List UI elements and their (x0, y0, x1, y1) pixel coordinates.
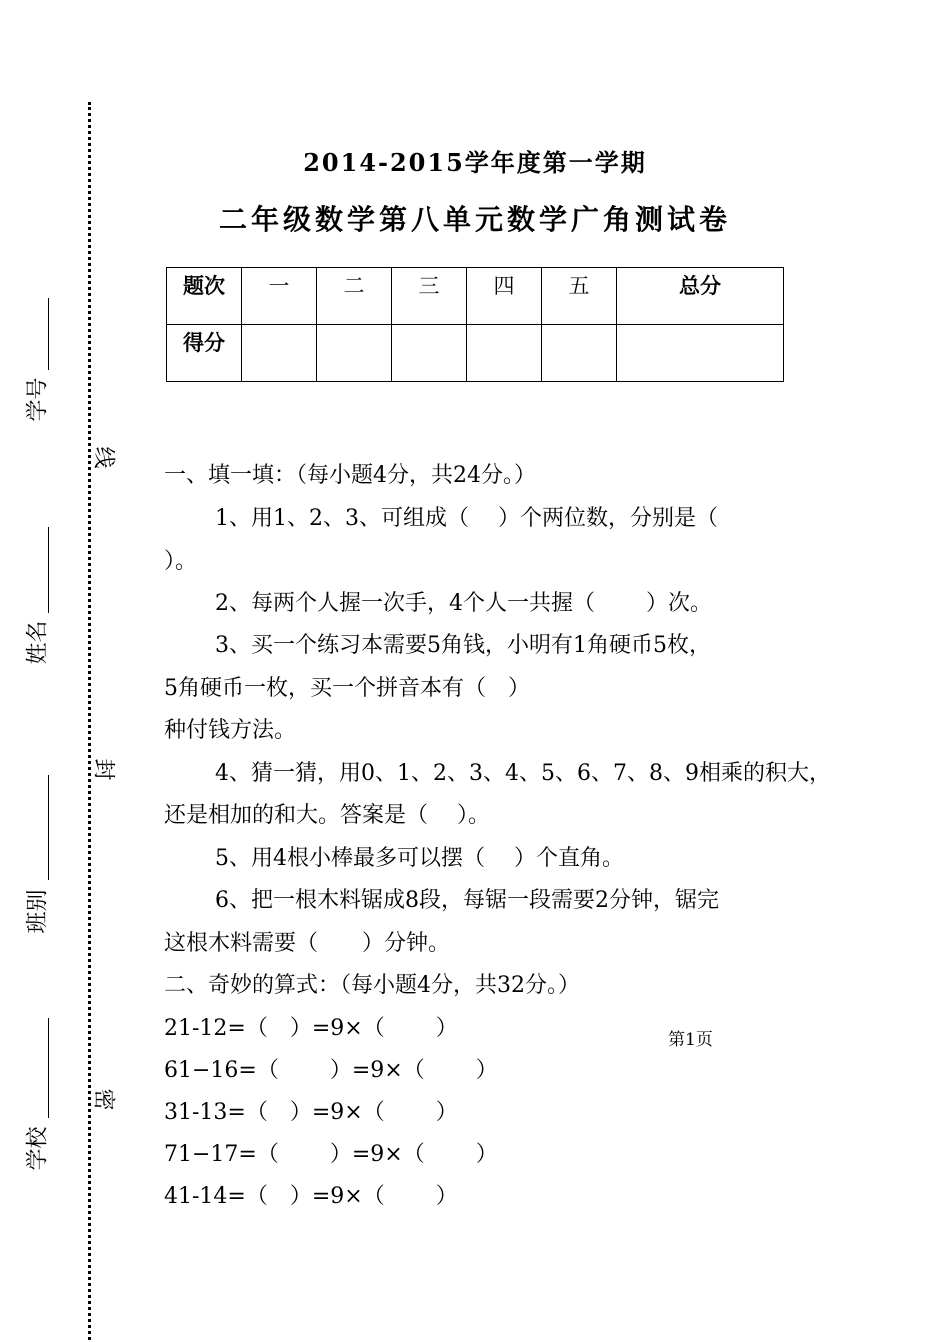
question-1-continued: ）。 (164, 549, 198, 574)
name-label: 姓名 (25, 620, 51, 665)
column-1: 一 (242, 268, 317, 325)
equation-1: 21-12=（ ）=9×（ ） (164, 1016, 458, 1041)
column-3: 三 (392, 268, 467, 325)
exam-title: 二年级数学第八单元数学广角测试卷 (218, 203, 731, 236)
class-blank (48, 775, 49, 880)
equation-2: 61−16=（ ）=9×（ ） (164, 1058, 498, 1083)
column-total: 总分 (617, 268, 784, 325)
page-number: 第1页 (668, 1030, 713, 1050)
binding-dotted-line (88, 102, 91, 1340)
fold-mark-secret: 密 (90, 1088, 116, 1111)
question-6-continued: 这根木料需要（ ）分钟。 (164, 931, 451, 956)
term-title: 2014-2015学年度第一学期 (303, 148, 647, 177)
row-label-question: 题次 (167, 268, 242, 325)
equation-5: 41-14=（ ）=9×（ ） (164, 1184, 458, 1209)
question-4: 4、猜一猜，用0、1、2、3、4、5、6、7、8、9相乘的积大， (215, 761, 831, 786)
question-3: 3、买一个练习本需要5角钱，小明有1角硬币5枚， (215, 633, 711, 658)
school-label: 学校 (25, 1126, 51, 1171)
question-6: 6、把一根木料锯成8段，每锯一段需要2分钟，锯完 (215, 888, 719, 913)
student-number-blank (48, 298, 49, 370)
section2-heading: 二、奇妙的算式：（每小题4分，共32分。） (164, 973, 580, 998)
equation-3: 31-13=（ ）=9×（ ） (164, 1100, 458, 1125)
row-label-score: 得分 (167, 325, 242, 382)
equation-4: 71−17=（ ）=9×（ ） (164, 1142, 498, 1167)
fold-mark-seal: 封 (90, 758, 116, 781)
question-4-continued: 还是相加的和大。答案是（ ）。 (164, 803, 490, 828)
fold-mark-line: 线 (90, 446, 116, 469)
question-5: 5、用4根小棒最多可以摆（ ）个直角。 (215, 846, 624, 871)
question-3-end: 种付钱方法。 (164, 718, 297, 743)
score-cell-1[interactable] (242, 325, 317, 382)
question-2: 2、每两个人握一次手，4个人一共握（ ）次。 (215, 591, 712, 616)
score-cell-3[interactable] (392, 325, 467, 382)
name-blank (48, 527, 49, 613)
class-label: 班别 (25, 889, 51, 934)
score-cell-total[interactable] (617, 325, 784, 382)
section1-heading: 一、填一填：（每小题4分，共24分。） (164, 463, 536, 488)
score-table-score-row (167, 325, 784, 382)
school-blank (48, 1018, 49, 1118)
question-1: 1、用1、2、3、可组成（ ）个两位数，分别是（ (215, 506, 718, 531)
score-cell-2[interactable] (317, 325, 392, 382)
score-cell-4[interactable] (467, 325, 542, 382)
question-3-continued: 5角硬币一枚，买一个拼音本有（ ） (164, 676, 530, 701)
student-number-label: 学号 (25, 377, 51, 422)
score-cell-5[interactable] (542, 325, 617, 382)
score-table (166, 267, 784, 382)
score-table-header-row (167, 268, 784, 325)
column-5: 五 (542, 268, 617, 325)
column-2: 二 (317, 268, 392, 325)
column-4: 四 (467, 268, 542, 325)
